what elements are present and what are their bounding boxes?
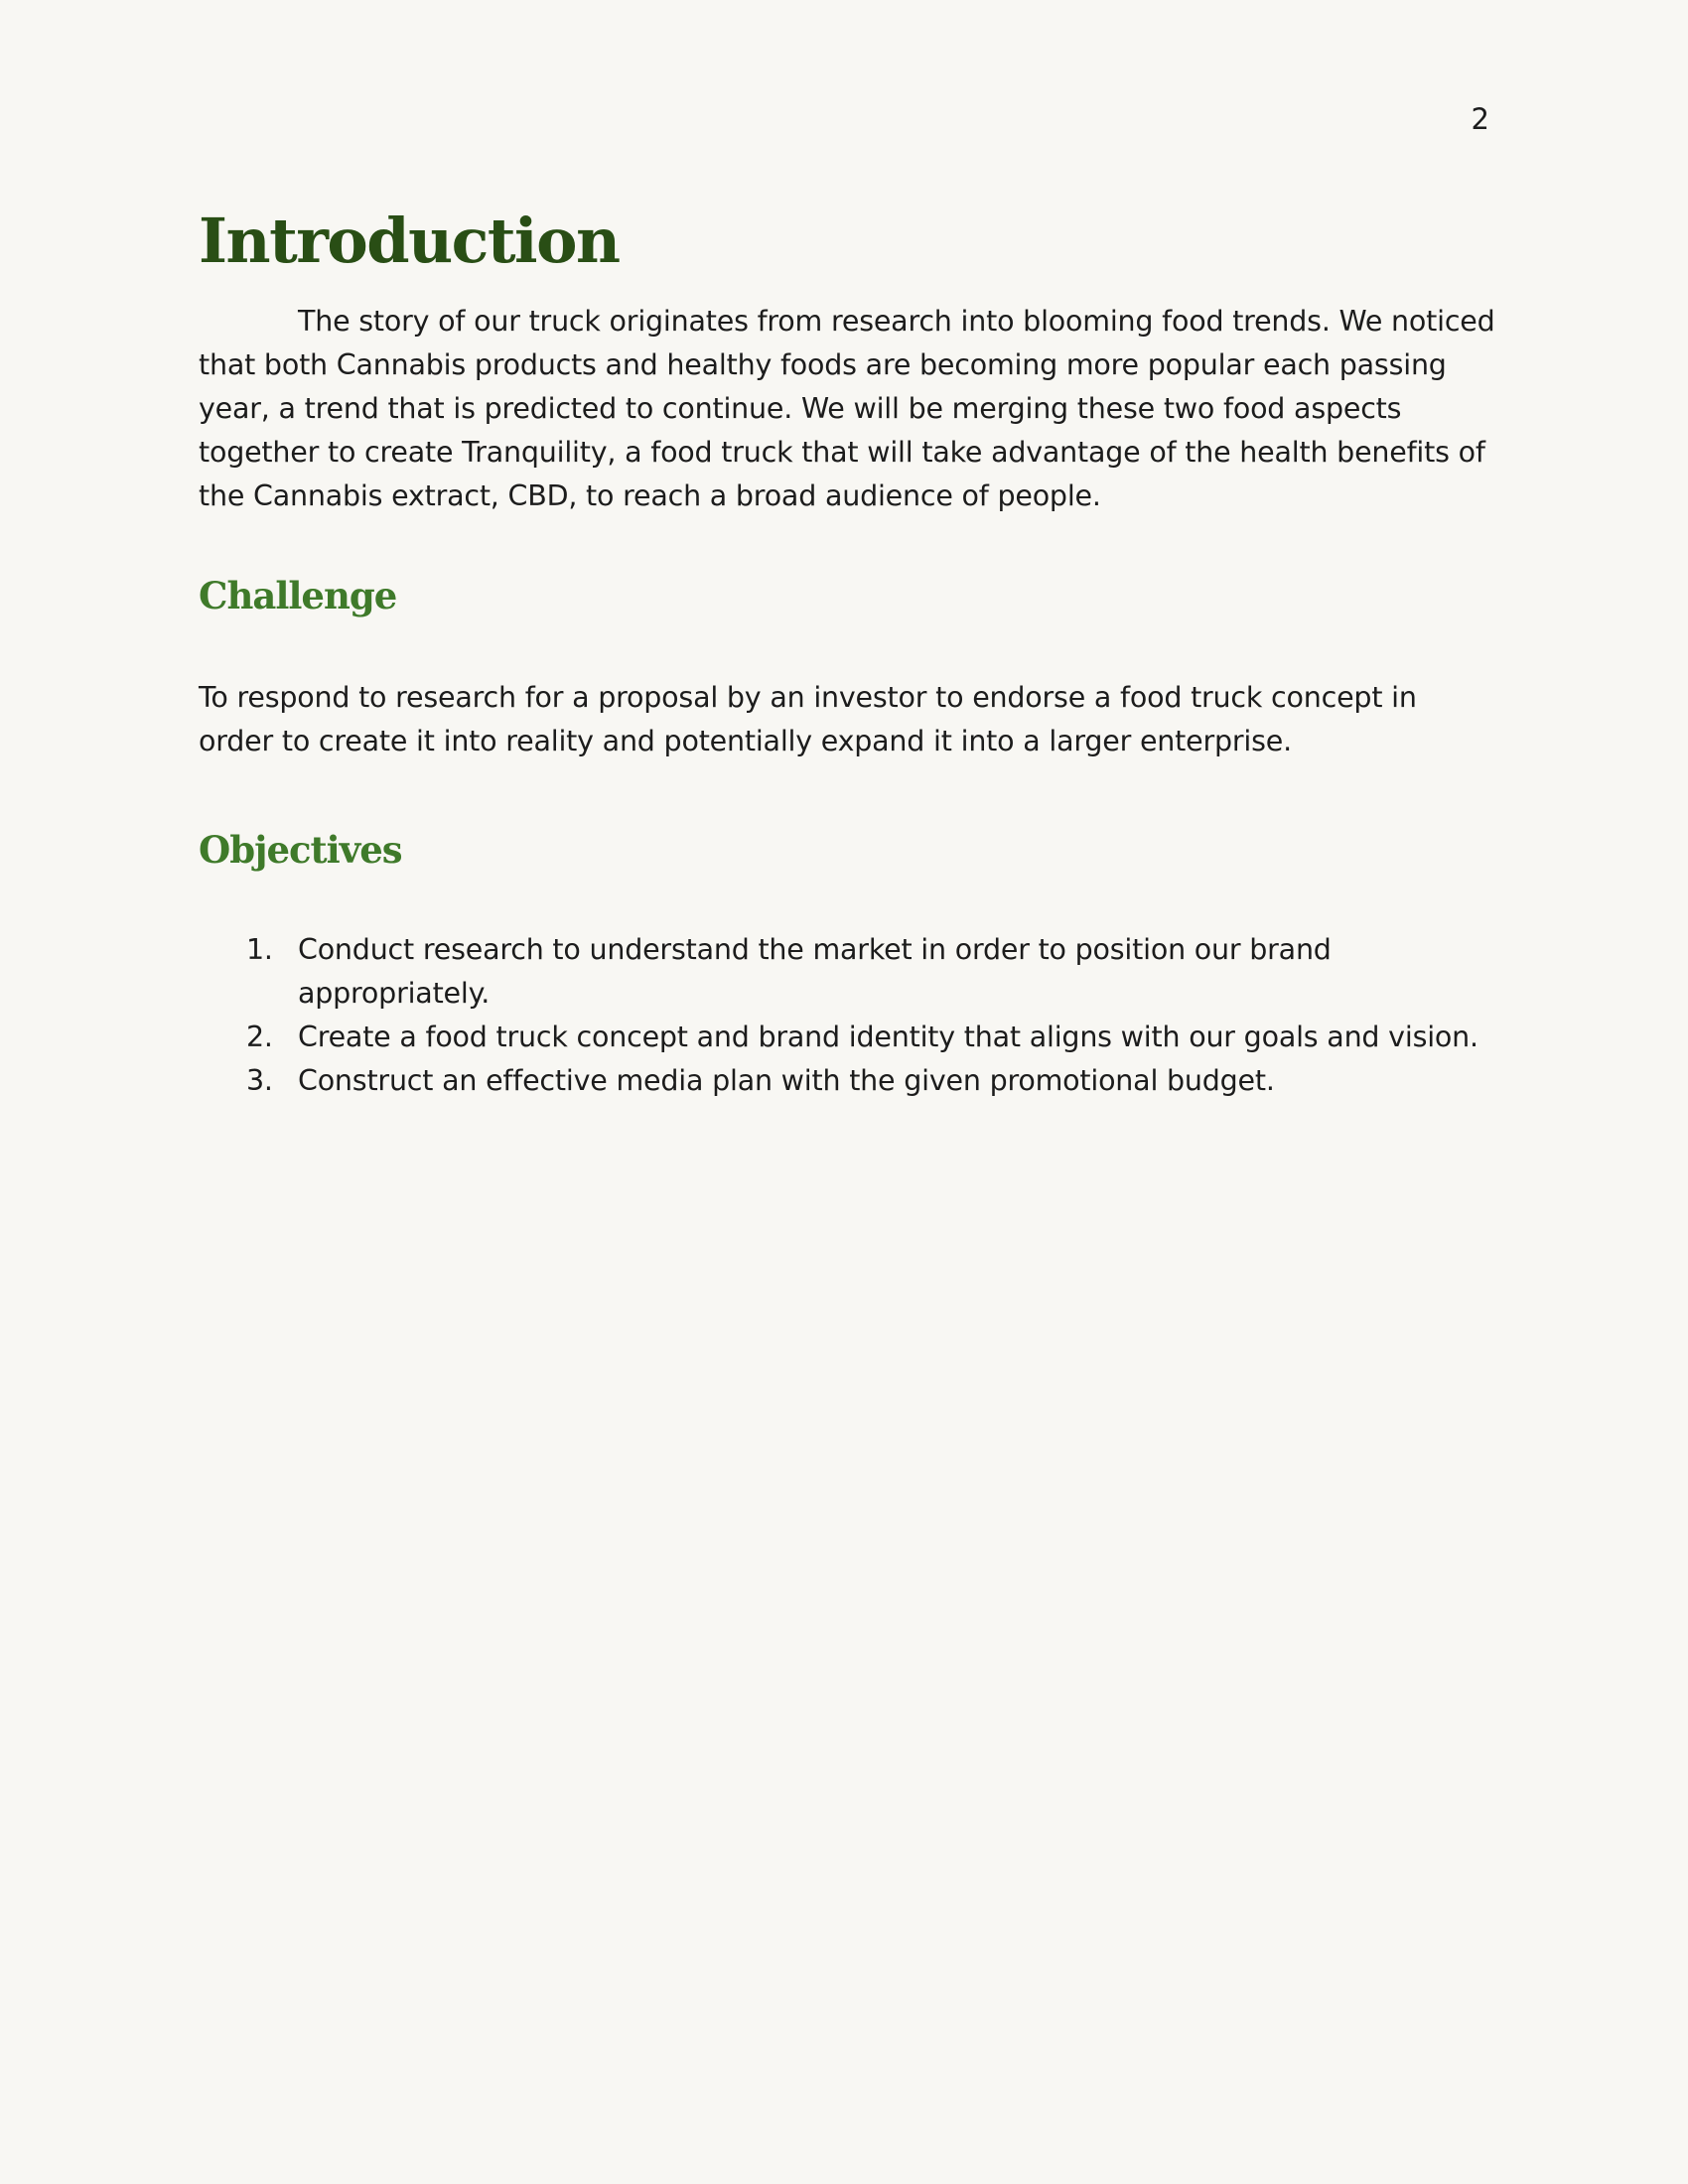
challenge-paragraph: To respond to research for a proposal by an investor to endorse a food truck concept in order to create it into reality and potentially expand it into a larger enterprise.: [199, 681, 1417, 757]
list-item-number: 3.: [246, 1064, 273, 1097]
list-item-text: Create a food truck concept and brand identity that aligns with our goals and vision.: [298, 1021, 1478, 1053]
list-item: [199, 1059, 1509, 1103]
list-item-number: 2.: [246, 1021, 273, 1053]
list-item-text: Construct an effective media plan with the given promotional budget.: [298, 1064, 1275, 1097]
objectives-list: [199, 928, 1509, 1103]
page-number: 2: [1471, 102, 1489, 136]
list-item: [199, 928, 1509, 1016]
list-item-text: Conduct research to understand the market in order to position our brand appropriately.: [298, 933, 1332, 1010]
list-item-number: 1.: [246, 933, 273, 966]
introduction-paragraph: The story of our truck originates from research into blooming food trends. We noticed that both Cannabis products and healthy foods are becoming more popular each passing year, a trend that is predicted to continue. We will be merging these two food aspects together to create Tranquility, a food truck that will take advantage of the health benefits of the Cannabis extract, CBD, to reach a broad audience of people.: [199, 305, 1495, 512]
challenge-heading: Challenge: [199, 574, 397, 617]
objectives-heading: Objectives: [199, 828, 402, 872]
list-item: [199, 1016, 1509, 1059]
introduction-heading: Introduction: [199, 205, 620, 277]
